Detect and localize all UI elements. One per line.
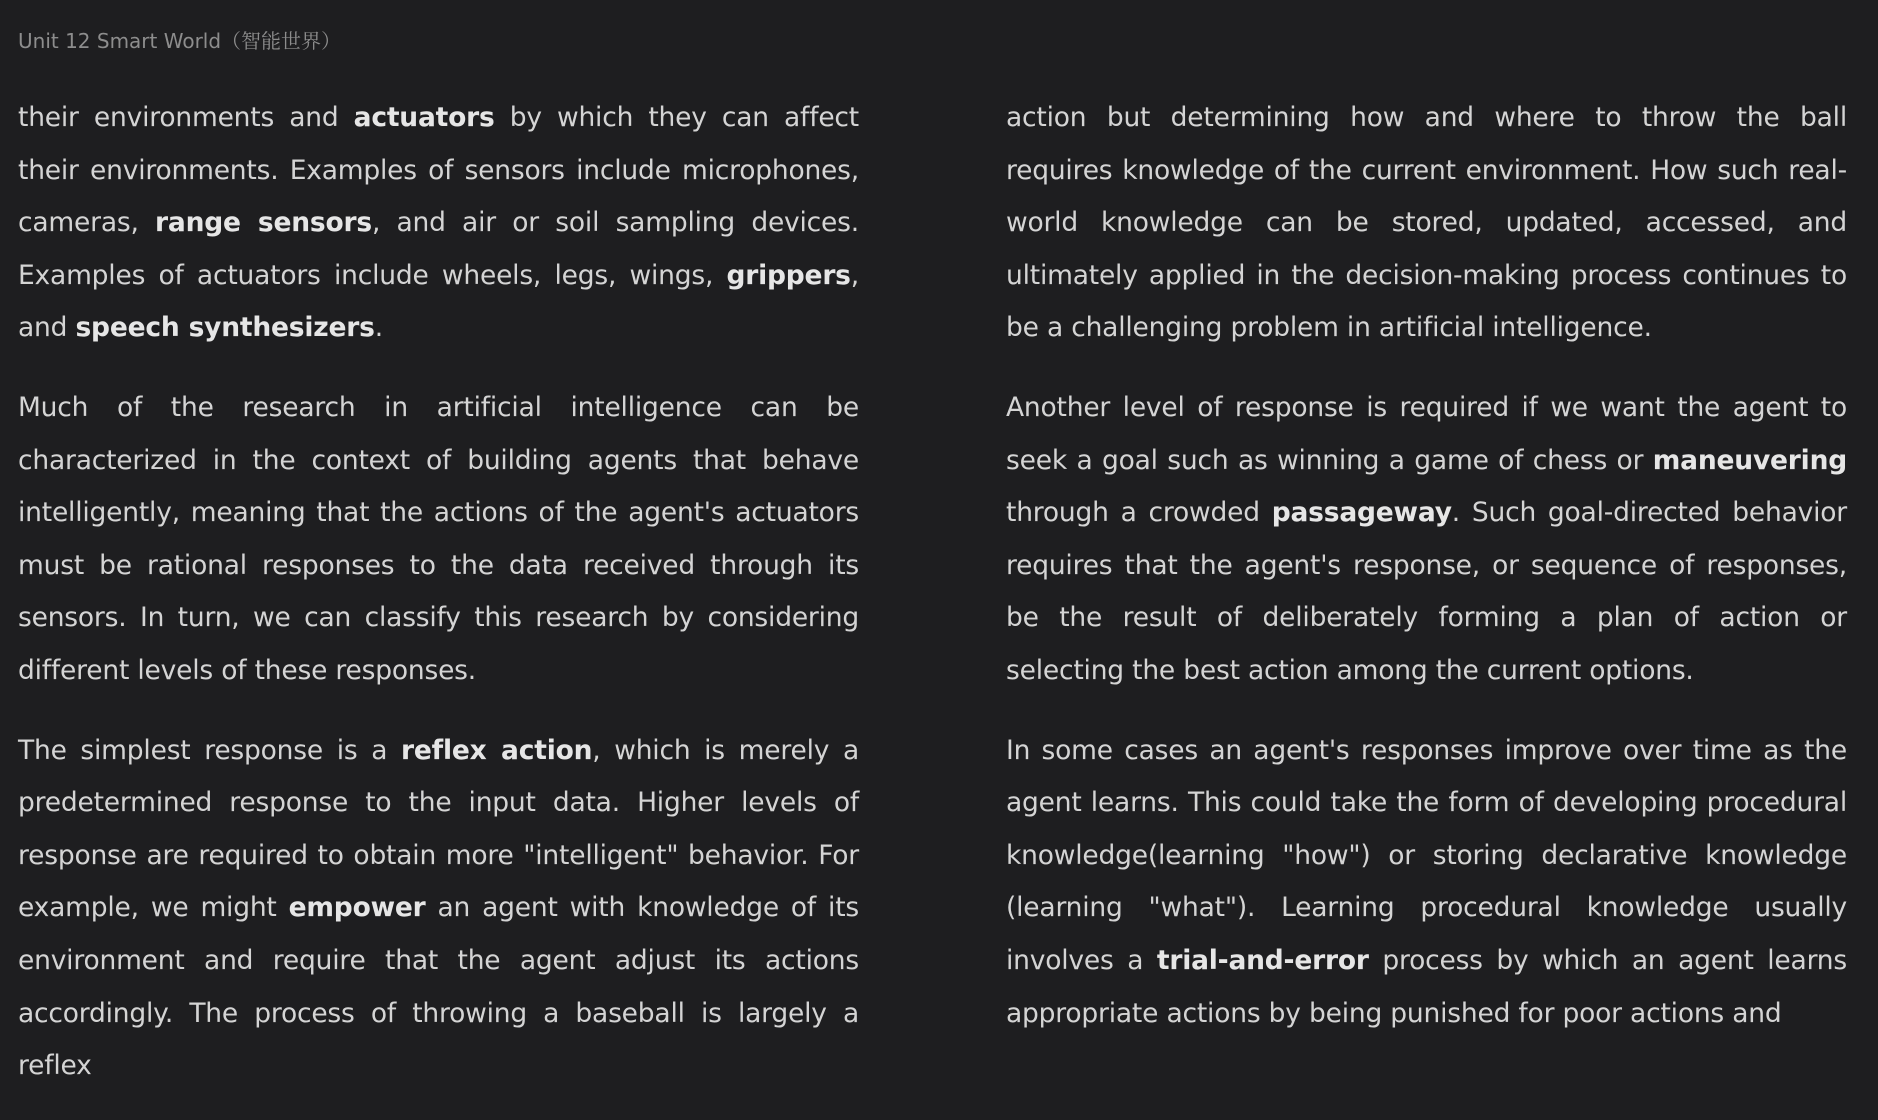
left-text-column: [18, 92, 859, 1120]
text-segment: Much of the research in artificial intelligence can be characterized in the context of building agents that behave intelligently, meaning that the actions of the agent's actuators must be rational responses to the data received through its sensors. In turn, we can classify this research by considering different levels of these responses.: [18, 391, 859, 686]
bold-term: grippers: [726, 259, 851, 291]
text-segment: their environments and: [18, 102, 354, 133]
text-segment: Another level of response is required if we want the agent to seek a goal such as winning a game of chess or: [1006, 391, 1847, 476]
paragraph: [18, 92, 859, 355]
bold-term: empower: [288, 892, 426, 924]
paragraph: [1006, 382, 1847, 698]
text-segment: In some cases an agent's responses improve over time as the agent learns. This could take the form of developing procedural knowledge(learning "how") or storing declarative knowledge (learning "what"). Learning procedural knowledge usually involves a: [1006, 734, 1847, 976]
text-segment: action but determining how and where to throw the ball requires knowledge of the current environment. How such real-world knowledge can be stored, updated, accessed, and ultimately applied in the decision-making process continues to be a challenging problem in artificial intelligence.: [1006, 102, 1847, 344]
bold-term: actuators: [353, 102, 495, 133]
bold-term: speech synthesizers: [75, 312, 375, 344]
text-segment: , and: [18, 259, 859, 344]
text-segment: an agent with knowledge of its environment and require that the agent adjust its actions accordingly. The process of throwing a baseball is largely a reflex: [18, 892, 859, 1082]
paragraph: [1006, 725, 1847, 1041]
right-text-column: [1006, 92, 1847, 1067]
bold-term: range sensors: [155, 207, 372, 239]
text-segment: , which is merely a predetermined response to the input data. Higher levels of response are required to obtain more "intelligent" behavior. For example, we might: [18, 734, 859, 924]
bold-term: reflex action: [400, 734, 593, 766]
page-header-title: Unit 12 Smart World（智能世界）: [18, 29, 342, 53]
text-segment: through a crowded: [1006, 497, 1272, 529]
bold-term: passageway: [1271, 497, 1452, 529]
paragraph: [18, 382, 859, 698]
text-segment: process by which an agent learns appropriate actions by being punished for poor actions and: [1006, 944, 1847, 1029]
text-segment: . Such goal-directed behavior requires that the agent's response, or sequence of responses, be the result of deliberately forming a plan of action or selecting the best action among the current options.: [1006, 497, 1847, 686]
text-segment: .: [374, 312, 383, 344]
paragraph: [1006, 92, 1847, 355]
bold-term: trial-and-error: [1156, 944, 1369, 976]
paragraph: [18, 725, 859, 1093]
bold-term: maneuvering: [1652, 444, 1847, 476]
text-segment: , and air or soil sampling devices. Examples of actuators include wheels, legs, wings,: [18, 207, 859, 291]
text-segment: by which they can affect their environments. Examples of sensors include microphones, cameras,: [18, 102, 859, 239]
text-segment: The simplest response is a: [18, 734, 401, 766]
